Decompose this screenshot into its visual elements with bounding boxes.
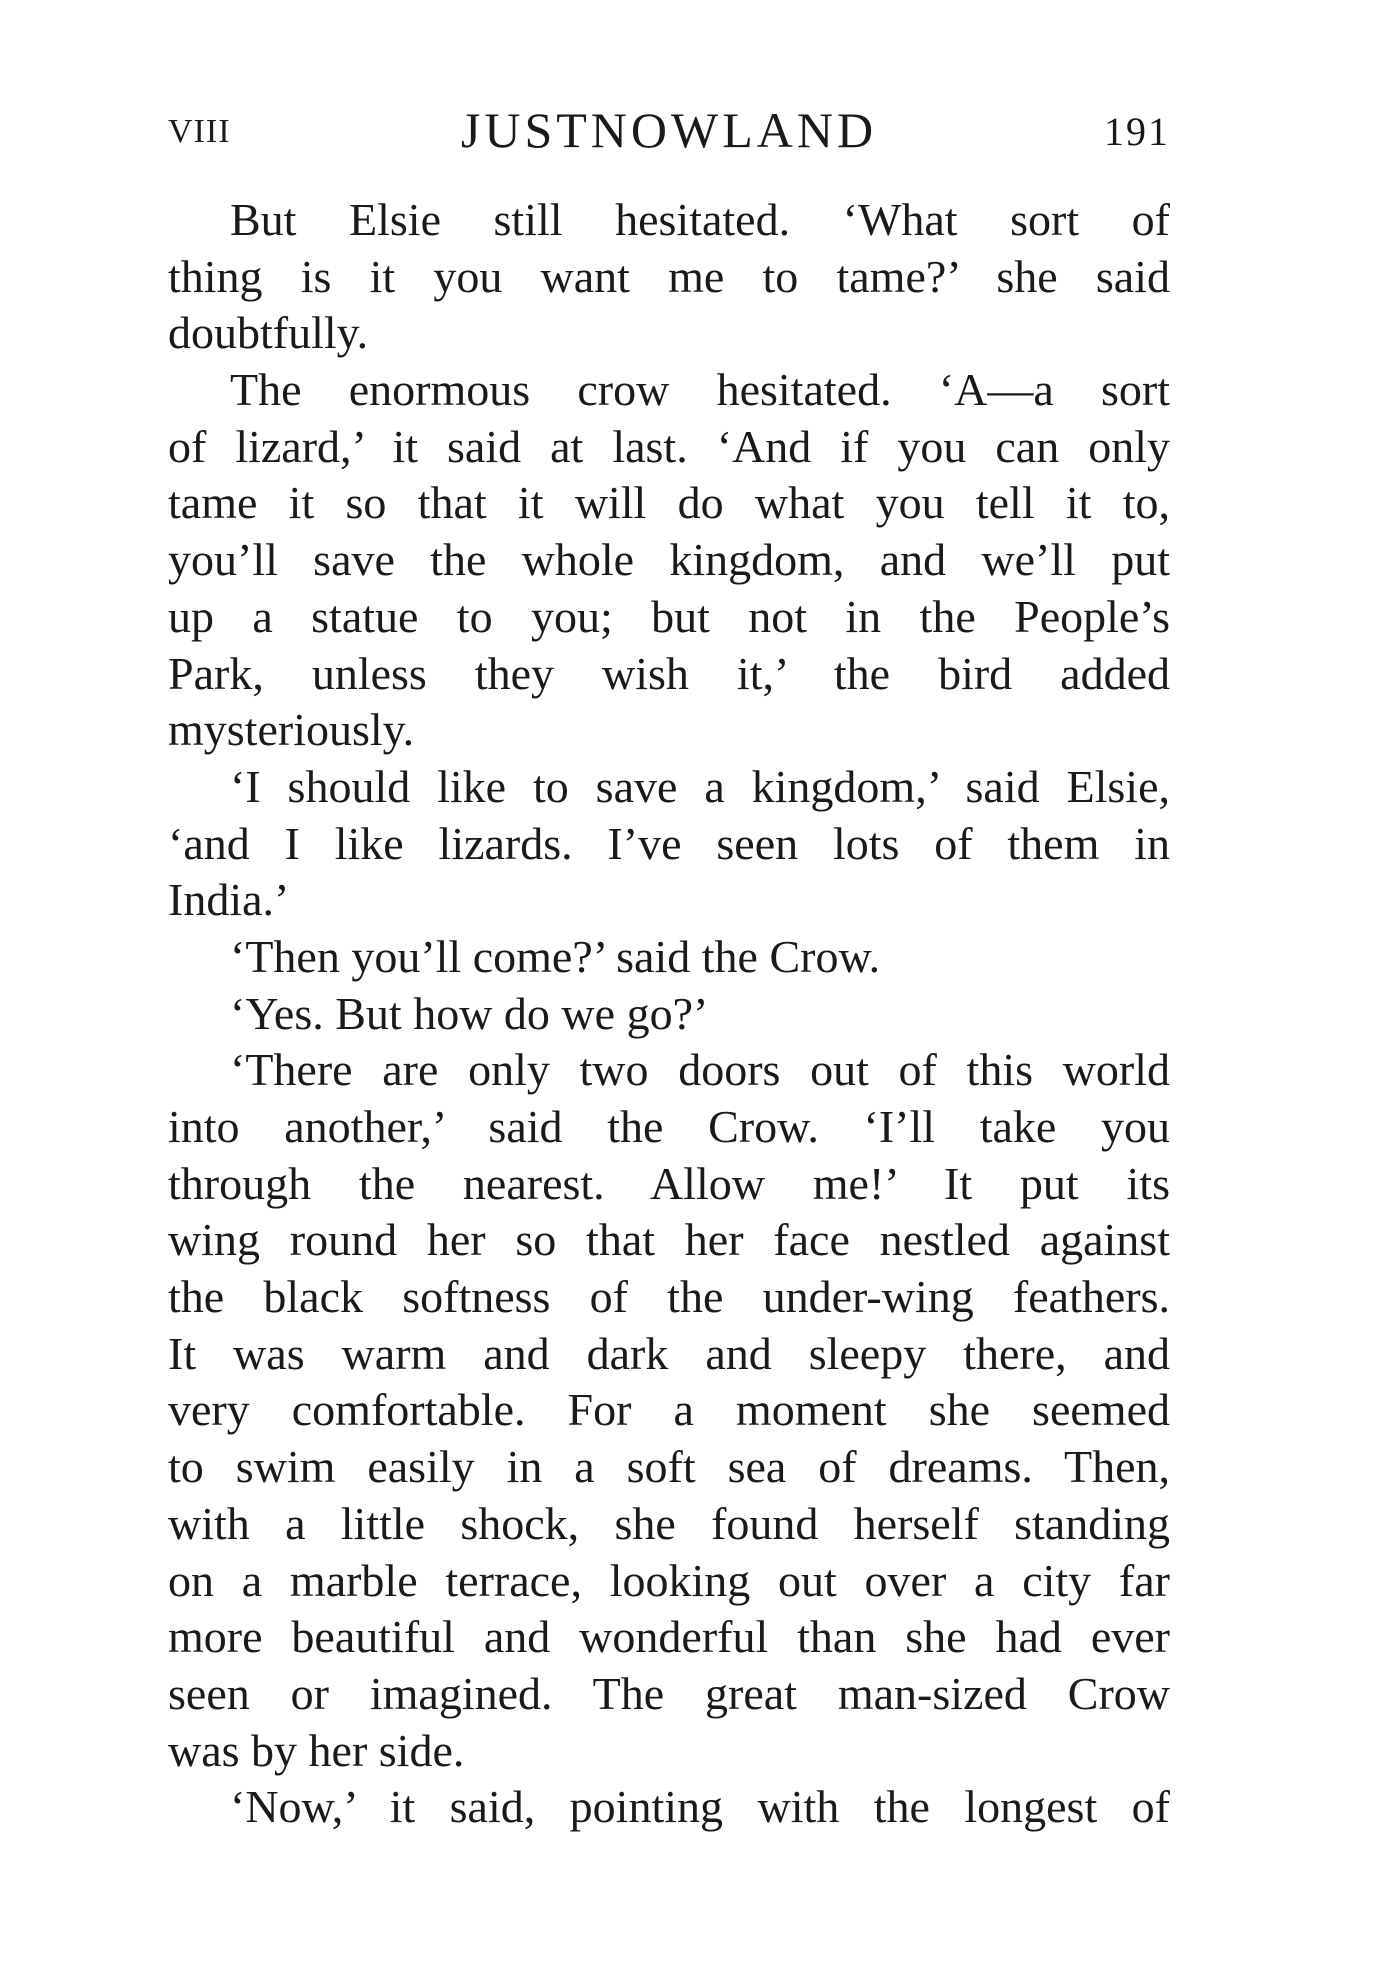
- text-line: India.’: [168, 874, 290, 926]
- text-line: The enormous crow hesitated. ‘A—a sort: [230, 364, 1170, 416]
- text-line: But Elsie still hesitated. ‘What sort of: [230, 194, 1170, 245]
- text-line: It was warm and dark and sleepy there, and: [168, 1327, 1170, 1379]
- text-line: through the nearest. Allow me!’ It put its: [168, 1157, 1170, 1209]
- text-line: ‘and I like lizards. I’ve seen lots of them in: [168, 817, 1170, 869]
- text-line: on a marble terrace, looking out over a city far: [168, 1554, 1170, 1606]
- text-line: mysteriously.: [168, 704, 415, 756]
- text-line: doubtfully.: [168, 307, 369, 359]
- page-number: 191: [1104, 109, 1170, 154]
- text-line: of lizard,’ it said at last. ‘And if you can only: [168, 420, 1170, 472]
- running-title: JUSTNOWLAND: [460, 102, 878, 158]
- text-line: you’ll save the whole kingdom, and we’ll put: [168, 534, 1170, 586]
- text-line: more beautiful and wonderful than she had ever: [168, 1611, 1170, 1663]
- text-line: ‘There are only two doors out of this world: [230, 1044, 1170, 1096]
- text-line: thing is it you want me to tame?’ she said: [168, 250, 1170, 302]
- running-header: [168, 100, 1170, 160]
- text-line: up a statue to you; but not in the People’s: [168, 590, 1170, 642]
- chapter-number: VIII: [168, 113, 231, 150]
- text-line: ‘I should like to save a kingdom,’ said Elsie,: [230, 760, 1170, 812]
- text-line: tame it so that it will do what you tell it to,: [168, 477, 1170, 529]
- text-line: very comfortable. For a moment she seemed: [168, 1384, 1170, 1436]
- text-line: Park, unless they wish it,’ the bird added: [168, 647, 1170, 699]
- text-line: seen or imagined. The great man-sized Crow: [168, 1667, 1170, 1719]
- text-line: into another,’ said the Crow. ‘I’ll take you: [168, 1101, 1170, 1152]
- text-line: wing round her so that her face nestled against: [168, 1214, 1170, 1266]
- text-line: ‘Now,’ it said, pointing with the longest of: [230, 1781, 1170, 1833]
- text-line: ‘Then you’ll come?’ said the Crow.: [230, 930, 881, 982]
- body-text: [168, 192, 1170, 1836]
- text-line: ‘Yes. But how do we go?’: [230, 987, 709, 1039]
- text-line: was by her side.: [168, 1724, 465, 1776]
- text-line: with a little shock, she found herself standing: [168, 1497, 1170, 1549]
- text-line: the black softness of the under-wing feathers.: [168, 1271, 1170, 1323]
- text-line: to swim easily in a soft sea of dreams. Then,: [168, 1441, 1170, 1493]
